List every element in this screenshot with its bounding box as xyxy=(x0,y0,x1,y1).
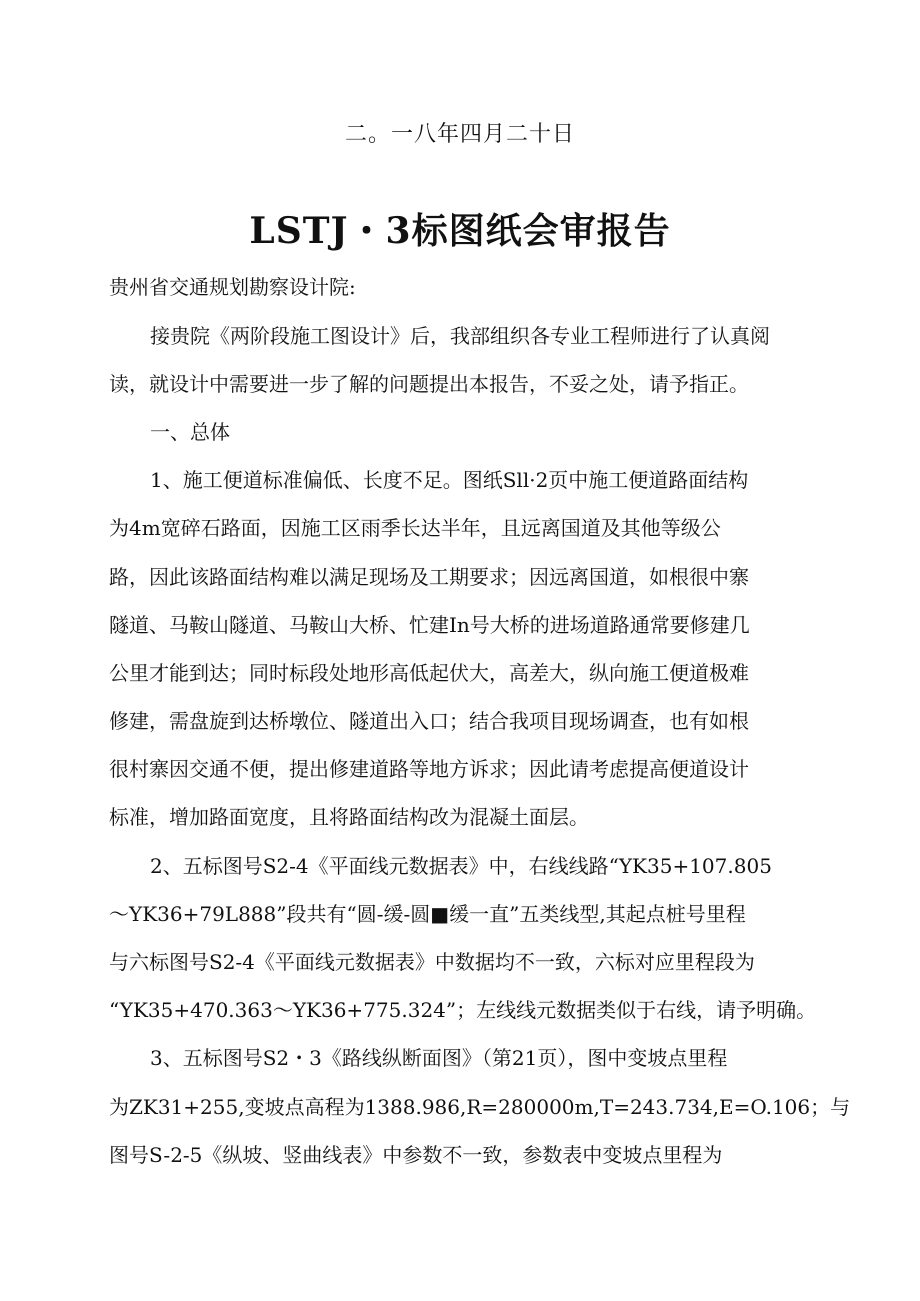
paragraph-line: 接贵院《两阶段施工图设计》后，我部组织各专业工程师进行了认真阅 xyxy=(150,324,770,348)
section-heading: 一、总体 xyxy=(150,420,230,444)
document-date: 二。一八年四月二十日 xyxy=(344,122,575,147)
paragraph-line: 公里才能到达；同时标段处地形高低起伏大，高差大，纵向施工便道极难 xyxy=(109,661,749,685)
paragraph-line: 隧道、马鞍山隧道、马鞍山大桥、忙建In号大桥的进场道路通常要修建几 xyxy=(109,613,750,637)
paragraph-line: 为4m宽碎石路面，因施工区雨季长达半年，且远离国道及其他等级公 xyxy=(109,516,721,540)
paragraph-line: 标准，增加路面宽度，且将路面结构改为混凝土面层。 xyxy=(109,805,589,829)
paragraph-line: 读，就设计中需要进一步了解的问题提出本报告，不妥之处，请予指正。 xyxy=(109,372,749,396)
paragraph-line: 3、五标图号S2・3《路线纵断面图》（第21页），图中变坡点里程 xyxy=(150,1046,728,1070)
paragraph-line: 2、五标图号S2-4《平面线元数据表》中，右线线路“YK35+107.805 xyxy=(150,854,772,878)
document-title: LSTJ・3标图纸会审报告 xyxy=(249,210,671,252)
paragraph-line: 修建，需盘旋到达桥墩位、隧道出入口；结合我项目现场调查，也有如根 xyxy=(109,709,749,733)
paragraph-line: 很村寨因交通不便，提出修建道路等地方诉求；因此请考虑提高便道设计 xyxy=(109,757,749,781)
paragraph-line: ～YK36+79L888”段共有“圆-缓-圆■缓一直”五类线型,其起点桩号里程 xyxy=(109,902,746,926)
paragraph-line: “YK35+470.363～YK36+775.324”；左线线元数据类似于右线，请予明确。 xyxy=(109,998,817,1022)
paragraph-line: 路，因此该路面结构难以满足现场及工期要求；因远离国道，如根很中寨 xyxy=(109,565,749,589)
addressee-line: 贵州省交通规划勘察设计院: xyxy=(109,275,356,299)
paragraph-line: 与六标图号S2-4《平面线元数据表》中数据均不一致，六标对应里程段为 xyxy=(109,950,755,974)
paragraph-line: 1、施工便道标准偏低、长度不足。图纸Sll·2页中施工便道路面结构 xyxy=(150,468,749,492)
paragraph-line: 图号S-2-5《纵坡、竖曲线表》中参数不一致，参数表中变坡点里程为 xyxy=(109,1143,723,1167)
paragraph-line: 为ZK31+255,变坡点高程为1388.986,R=280000m,T=243.734,E=O.106；与 xyxy=(109,1095,851,1119)
